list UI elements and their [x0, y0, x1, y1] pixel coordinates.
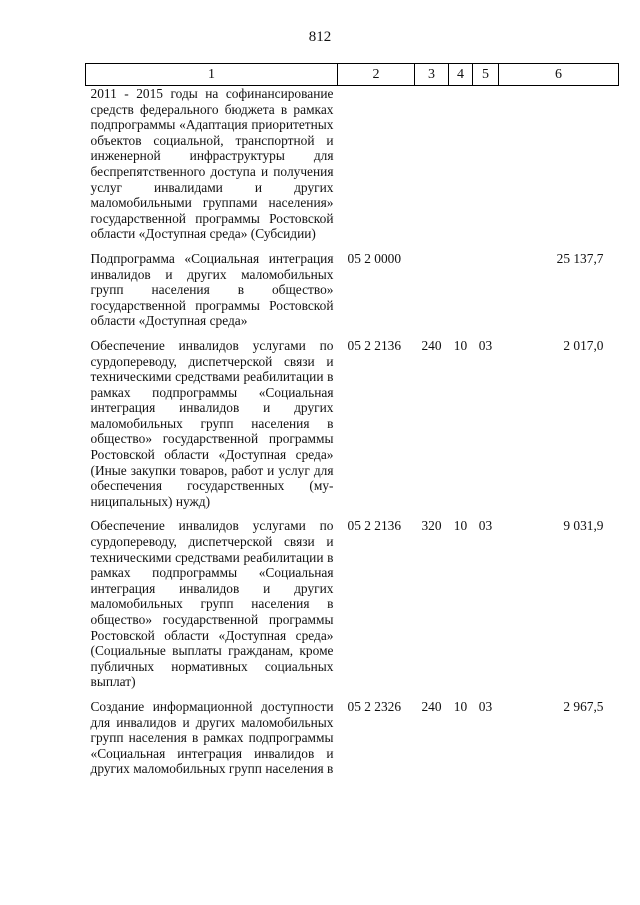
row-expense-type: 320 [421, 518, 442, 534]
header-col-4: 4 [449, 64, 473, 86]
row-expense-type: 240 [421, 698, 442, 714]
page-number: 812 [308, 29, 332, 45]
row-expense-type: 240 [421, 337, 442, 353]
row-target-code: 05 2 2136 [347, 518, 402, 534]
row-description: Создание информационной доступности для инвалидов и других маломобильных групп населения в рамках подпрограммы «Социальная интеграция инвалидов и других маломобильных групп населения в [90, 698, 334, 777]
row-subsection: 03 [478, 518, 493, 534]
header-col-5: 5 [473, 64, 499, 86]
row-amount [499, 86, 619, 242]
row-amount: 9 031,9 [563, 518, 604, 534]
row-section: 10 [453, 698, 468, 714]
row-amount: 2 967,5 [563, 698, 604, 714]
table-row [86, 251, 619, 329]
row-section: 10 [453, 337, 468, 353]
row-expense-type [415, 86, 449, 242]
row-target-code: 05 2 0000 [347, 250, 402, 266]
header-col-1: 1 [86, 64, 338, 86]
table-row [86, 338, 619, 510]
header-col-6: 6 [499, 64, 619, 86]
row-section [449, 251, 473, 329]
table-header-row [86, 64, 619, 86]
row-target-code: 05 2 2136 [347, 337, 402, 353]
header-col-2: 2 [338, 64, 415, 86]
row-target-code [338, 86, 415, 242]
row-target-code: 05 2 2326 [347, 698, 402, 714]
row-description: 2011 - 2015 годы на софинансирование средств федерального бюджета в рамках подпрограммы «Адаптация приоритетных объектов социальной, транспортной и инженерной инфраструктуры для беспрепятственного доступа и получения услуг инвалидами и других маломобильными группами населения» государственной программы Ростовской области «Доступная среда» (Субсидии) [90, 86, 334, 242]
budget-table [85, 63, 619, 777]
header-col-3: 3 [415, 64, 449, 86]
table-row [86, 86, 619, 242]
row-subsection: 03 [478, 698, 493, 714]
row-subsection: 03 [478, 337, 493, 353]
row-section: 10 [453, 518, 468, 534]
row-subsection [473, 86, 499, 242]
row-description: Обеспечение инвалидов услугами по сурдопереводу, диспетчерской связи и техническими средствами реабилитации в рамках подпрограммы «Социальная интеграция инвалидов и других маломобильных групп населения в общество» государственной программы Ростовской области «Доступная среда» (Социальные выплаты гражданам, кроме публичных нормативных социальных выплат) [90, 518, 334, 690]
row-section [449, 86, 473, 242]
row-amount: 2 017,0 [563, 337, 604, 353]
row-expense-type [415, 251, 449, 329]
table-row [86, 699, 619, 777]
row-subsection [473, 251, 499, 329]
row-amount: 25 137,7 [556, 250, 604, 266]
table-row [86, 518, 619, 690]
row-description: Подпрограмма «Социальная интеграция инвалидов и других маломобильных групп населения в общество» государственной программы Ростовской области «Доступная среда» [90, 250, 334, 329]
row-description: Обеспечение инвалидов услугами по сурдопереводу, диспетчерской связи и техническими средствами реабилитации в рамках подпрограммы «Социальная интеграция инвалидов и других маломобильных групп населения в общество» государственной программы Ростовской области «Доступная среда» (Иные закупки товаров, работ и услуг для обеспечения государственных (муниципальных) нужд) [90, 337, 334, 509]
